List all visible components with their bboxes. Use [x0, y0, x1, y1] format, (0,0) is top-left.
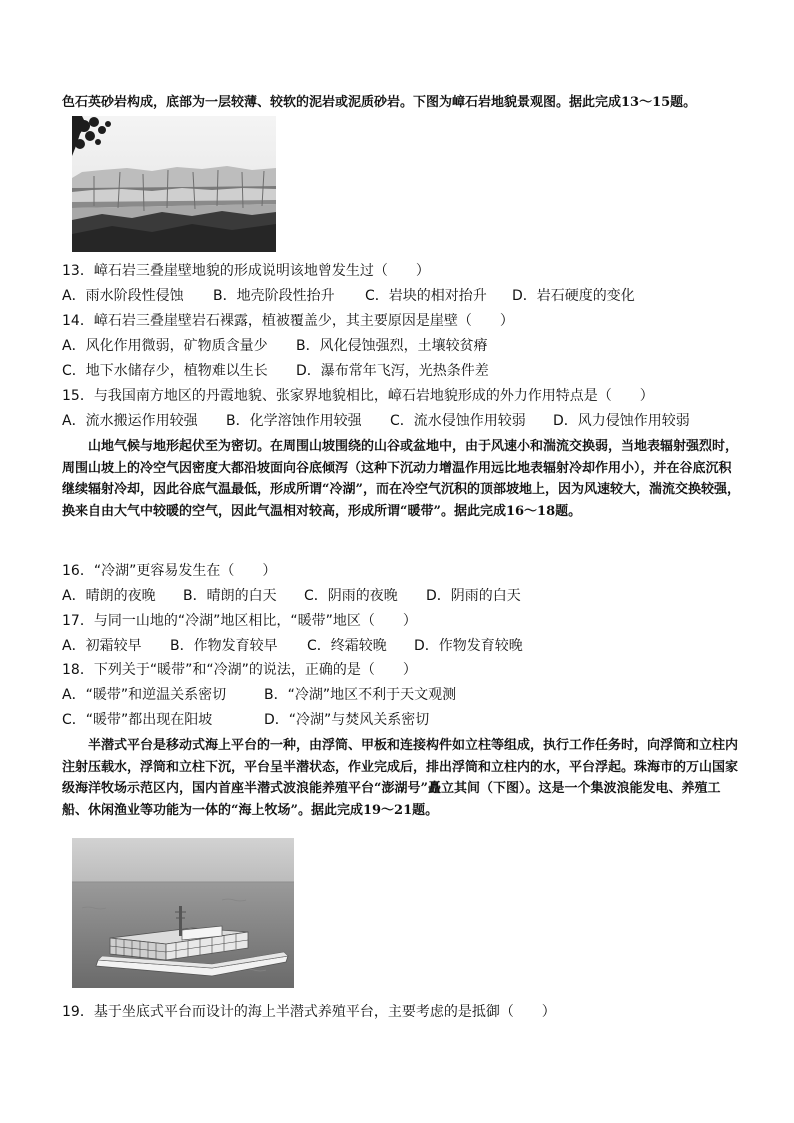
q17-option-c[interactable]: C．终霜较晚	[307, 638, 387, 654]
q14-option-c[interactable]: C．地下水储存少，植物难以生长	[62, 363, 268, 379]
q16-option-a[interactable]: A．晴朗的夜晚	[62, 588, 156, 604]
question-14-options-row1	[62, 337, 488, 355]
question-18-stem: 18．下列关于“暖带”和“冷湖”的说法，正确的是（ ）	[62, 662, 417, 678]
cliff-landscape-photo	[72, 116, 276, 252]
passage-2: 山地气候与地形起伏至为密切。在周围山坡围绕的山谷或盆地中，由于风速小和湍流交换弱，当地表辐射强烈时，周围山坡上的冷空气因密度大都沿坡面向谷底倾泻（这种下沉动力增温作用远比地表辐射冷却作用小），并在谷底沉积继续辐射冷却，因此谷底气温最低，形成所谓“冷湖”，而在冷空气沉积的顶部坡地上，因为风速较大，湍流交换较强，换来自由大气中较暖的空气，因此气温相对较高，形成所谓“暖带”。据此完成16～18题。	[62, 439, 740, 519]
q18-option-a[interactable]: A．“暖带”和逆温关系密切	[62, 687, 227, 703]
q16-option-b[interactable]: B．晴朗的白天	[183, 588, 277, 604]
q15-option-b[interactable]: B．化学溶蚀作用较强	[226, 413, 362, 429]
q15-option-a[interactable]: A．流水搬运作用较强	[62, 413, 198, 429]
q15-option-d[interactable]: D．风力侵蚀作用较弱	[553, 413, 690, 429]
question-16-stem: 16．“冷湖”更容易发生在（ ）	[62, 563, 277, 579]
question-15-stem: 15．与我国南方地区的丹霞地貌、张家界地貌相比，嶂石岩地貌形成的外力作用特点是（ ）	[62, 388, 654, 404]
q18-option-b[interactable]: B．“冷湖”地区不利于天文观测	[264, 687, 457, 703]
question-17-options	[62, 637, 523, 655]
q14-option-b[interactable]: B．风化侵蚀强烈，土壤较贫瘠	[296, 338, 488, 354]
passage-3: 半潜式平台是移动式海上平台的一种，由浮筒、甲板和连接构件如立柱等组成，执行工作任务时，向浮筒和立柱内注射压载水，浮筒和立柱下沉，平台呈半潜状态，作业完成后，排出浮筒和立柱内的水，平台浮起。珠海市的万山国家级海洋牧场示范区内，国内首座半潜式波浪能养殖平台“澎湖号”矗立其间（下图）。这是一个集波浪能发电、养殖工船、休闲渔业等功能为一体的“海上牧场”。据此完成19～21题。	[62, 738, 739, 818]
q17-option-d[interactable]: D．作物发育较晚	[414, 638, 523, 654]
aquaculture-platform-photo	[72, 838, 294, 988]
question-13-stem: 13．嶂石岩三叠崖壁地貌的形成说明该地曾发生过（ ）	[62, 263, 430, 279]
passage-1-tail: 色石英砂岩构成，底部为一层较薄、较软的泥岩或泥质砂岩。下图为嶂石岩地貌景观图。据此完成13～15题。	[62, 95, 697, 110]
q14-option-d[interactable]: D．瀑布常年飞泻，光热条件差	[296, 363, 489, 379]
q14-option-a[interactable]: A．风化作用微弱，矿物质含量少	[62, 338, 268, 354]
q13-option-d[interactable]: D．岩石硬度的变化	[512, 288, 635, 304]
question-14-stem: 14．嶂石岩三叠崖壁岩石裸露，植被覆盖少，其主要原因是崖壁（ ）	[62, 313, 514, 329]
q17-option-a[interactable]: A．初霜较早	[62, 638, 142, 654]
question-18-options-row1	[62, 686, 456, 704]
q18-option-c[interactable]: C．“暖带”都出现在阳坡	[62, 712, 213, 728]
question-18-options-row2	[62, 711, 429, 729]
q13-option-a[interactable]: A．雨水阶段性侵蚀	[62, 288, 184, 304]
q16-option-d[interactable]: D．阴雨的白天	[426, 588, 521, 604]
question-19-stem: 19．基于坐底式平台而设计的海上半潜式养殖平台，主要考虑的是抵御（ ）	[62, 1004, 556, 1020]
question-13-options	[62, 287, 635, 305]
q15-option-c[interactable]: C．流水侵蚀作用较弱	[390, 413, 526, 429]
q13-option-c[interactable]: C．岩块的相对抬升	[365, 288, 487, 304]
q17-option-b[interactable]: B．作物发育较早	[170, 638, 278, 654]
question-16-options	[62, 587, 521, 605]
question-15-options	[62, 412, 690, 430]
q18-option-d[interactable]: D．“冷湖”与焚风关系密切	[264, 712, 430, 728]
question-17-stem: 17．与同一山地的“冷湖”地区相比，“暖带”地区（ ）	[62, 613, 417, 629]
q16-option-c[interactable]: C．阴雨的夜晚	[304, 588, 398, 604]
question-14-options-row2	[62, 362, 489, 380]
q13-option-b[interactable]: B．地壳阶段性抬升	[213, 288, 335, 304]
